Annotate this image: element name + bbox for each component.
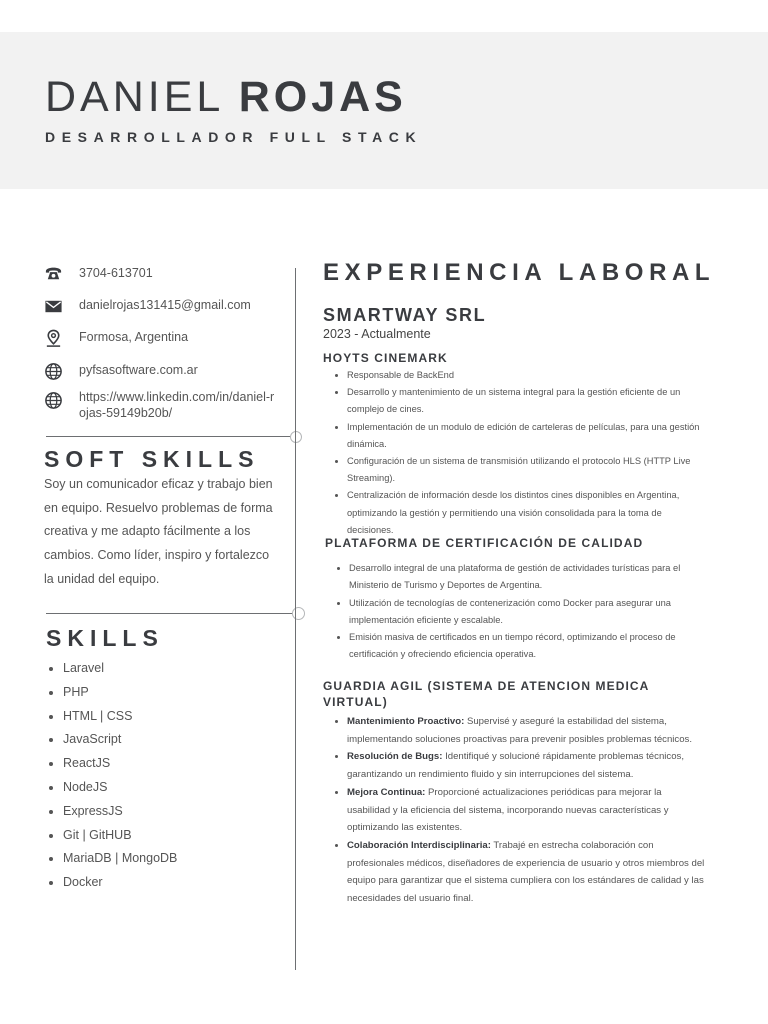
soft-skills-heading: SOFT SKILLS — [44, 446, 260, 472]
contact-linkedin — [44, 389, 284, 421]
contact-email — [44, 297, 284, 316]
last-name: ROJAS — [238, 73, 407, 121]
bullet-item: • Utilización de tecnologías de contenerización como Docker para asegurar una implementación eficiente y escalable. — [349, 595, 699, 630]
globe-icon — [44, 362, 63, 381]
contact-phone — [44, 265, 284, 284]
project-bullets — [325, 560, 699, 664]
skill-item: • ReactJS — [63, 752, 177, 776]
employment-period: 2023 - Actualmente — [323, 327, 431, 341]
divider-contact — [46, 436, 296, 437]
envelope-icon — [44, 297, 63, 316]
contact-website — [44, 362, 284, 381]
phone-number: 3704-613701 — [79, 266, 153, 280]
bullet-item: • Emisión masiva de certificados en un tiempo récord, optimizando el proceso de certificación y ofreciendo eficiencia operativa. — [349, 629, 699, 664]
email-address[interactable]: danielrojas131415@gmail.com — [79, 298, 251, 312]
bullet-label: Mejora Continua: — [347, 786, 426, 798]
bullet-item: • Configuración de un sistema de transmisión utilizando el protocolo HLS (HTTP Live Streaming). — [347, 453, 702, 487]
candidate-name — [45, 73, 407, 121]
skills-list — [44, 657, 177, 895]
bullet-text: Trabajé en estrecha colaboración con profesionales médicos, diseñadores de experiencia de usuario y otros miembros del equipo para garantizar que el sistema cumpliera con los estándares de calidad y las necesidades del usuario final. — [347, 839, 705, 905]
project-title: HOYTS CINEMARK — [323, 351, 448, 365]
project-title: PLATAFORMA DE CERTIFICACIÓN DE CALIDAD — [325, 536, 644, 550]
project-bullets — [323, 367, 702, 539]
skill-item: • Git | GitHUB — [63, 824, 177, 848]
project-title: GUARDIA AGIL (SISTEMA DE ATENCION MEDICA VIRTUAL) — [323, 679, 649, 709]
bullet-item: • Responsable de BackEnd — [347, 367, 702, 384]
bullet-item: • Implementación de un modulo de edición de carteleras de películas, para una gestión dinámica. — [347, 419, 702, 453]
bullet-item — [347, 713, 707, 748]
bullet-item: • Desarrollo y mantenimiento de un sistema integral para la gestión eficiente de un complejo de cines. — [347, 384, 702, 418]
bullet-text: Identifiqué y solucioné rápidamente problemas técnicos, garantizando un rendimiento fluido y sin interrupciones del sistema. — [347, 751, 685, 781]
contact-location — [44, 329, 284, 348]
skills-heading: SKILLS — [46, 625, 164, 651]
linkedin-link[interactable]: https://www.linkedin.com/in/daniel-rojas-59149b20b/ — [79, 390, 275, 420]
skill-item: • HTML | CSS — [63, 705, 177, 729]
bullet-item — [347, 784, 707, 837]
bullet-text: Supervisé y aseguré la estabilidad del sistema, implementando soluciones proactivas para prevenir posibles problemas técnicos. — [347, 716, 693, 745]
location-pin-icon — [44, 329, 63, 348]
skill-item: • PHP — [63, 681, 177, 705]
company-name: SMARTWAY SRL — [323, 305, 487, 325]
bullet-label: Mantenimiento Proactivo: — [347, 716, 465, 727]
skill-item: • JavaScript — [63, 728, 177, 752]
soft-skills-text: Soy un comunicador eficaz y trabajo bien en equipo. Resuelvo problemas de forma creativa y me adapto fácilmente a los cambios. Como líder, inspiro y fortalezco la unidad del equipo. — [44, 477, 273, 586]
job-title: DESARROLLADOR FULL STACK — [45, 129, 423, 145]
skill-item: • NodeJS — [63, 776, 177, 800]
bullet-label: Colaboración Interdisciplinaria: — [347, 839, 491, 851]
phone-icon — [44, 265, 63, 284]
column-separator — [295, 268, 296, 970]
location-text: Formosa, Argentina — [79, 330, 189, 344]
bullet-text: Proporcioné actualizaciones periódicas para mejorar la usabilidad y la eficiencia del sistema, incorporando nuevas características y optimizando las existentes. — [347, 786, 669, 834]
bullet-item — [347, 748, 707, 783]
globe-icon — [44, 391, 63, 410]
experience-heading: EXPERIENCIA LABORAL — [323, 259, 716, 286]
project-bullets — [323, 713, 707, 908]
bullet-item: • Centralización de información desde los distintos cines disponibles en Argentina, optimizando la gestión y permitiendo una visión consolidada para la toma de decisiones. — [347, 487, 702, 539]
timeline-node — [290, 431, 302, 443]
bullet-item — [347, 837, 707, 908]
skill-item: • Docker — [63, 871, 177, 895]
first-name: DANIEL — [45, 73, 223, 121]
bullet-label: Resolución de Bugs: — [347, 751, 443, 763]
divider-soft-skills — [46, 613, 296, 614]
skill-item: • Laravel — [63, 657, 177, 681]
website-link[interactable]: pyfsasoftware.com.ar — [79, 363, 198, 377]
skill-item: • ExpressJS — [63, 800, 177, 824]
bullet-item: • Desarrollo integral de una plataforma de gestión de actividades turísticas para el Ministerio de Turismo y Deportes de Argentina. — [349, 560, 699, 595]
timeline-node — [292, 607, 305, 620]
skill-item: • MariaDB | MongoDB — [63, 847, 177, 871]
